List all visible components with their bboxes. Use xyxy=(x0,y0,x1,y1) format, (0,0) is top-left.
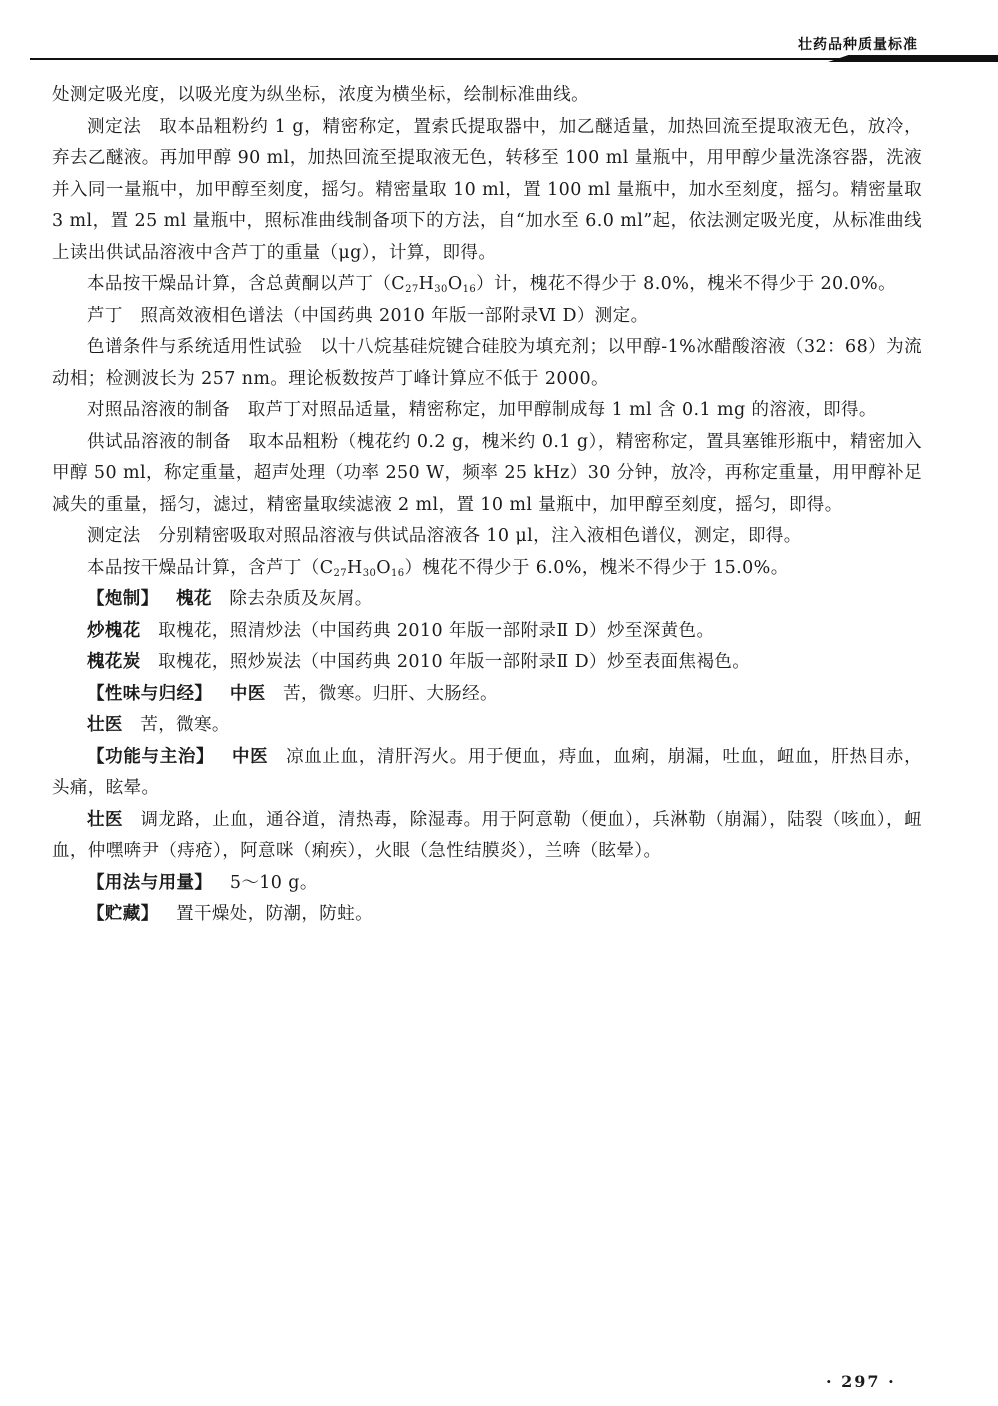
subsection-label: 壮医 xyxy=(87,809,123,830)
subsection-label: 槐花 xyxy=(176,589,212,609)
paragraph-text: 取槐花，照清炒法（中国药典 2010 年版一部附录Ⅱ D）炒至深黄色。 xyxy=(158,620,715,641)
subsection-label: 槐花炭 xyxy=(87,652,141,672)
section-label: 测定法 xyxy=(87,116,142,137)
section-heading: 【性味与归经】 xyxy=(87,683,213,704)
section-label: 供试品溶液的制备 xyxy=(87,431,232,452)
paragraph-nature-meridian xyxy=(52,679,922,711)
paragraph-zhuang-functions xyxy=(52,805,922,868)
paragraph-charred xyxy=(52,647,922,679)
paragraph-total-flavonoid-limit xyxy=(52,269,922,301)
formula-subscript: 16 xyxy=(390,567,405,579)
subsection-label: 中医 xyxy=(231,746,269,767)
paragraph-text: 5～10 g。 xyxy=(229,872,318,893)
paragraph-test-solution xyxy=(52,427,922,522)
paragraph-text: 取本品粗粉（槐花约 0.2 g，槐米约 0.1 g），精密称定，置具塞锥形瓶中，精密加入甲醇 50 ml，称定重量，超声处理（功率 250 W，频率 25 kHz）30 分钟，放冷，再称定重量，用甲醇补足减失的重量，摇匀，滤过，精密量取续滤液 2 ml，置 10 ml 量瓶中，加甲醇至刻度，摇匀，即得。 xyxy=(52,431,922,515)
section-heading: 【用法与用量】 xyxy=(87,872,213,893)
formula-text: 本品按干燥品计算，含总黄酮以芦丁（C xyxy=(87,274,406,294)
paragraph-total-flavonoid-assay xyxy=(52,112,922,270)
page-number: · 297 · xyxy=(826,1372,896,1391)
formula-subscript: 27 xyxy=(333,567,348,579)
section-heading: 【贮藏】 xyxy=(87,904,159,924)
paragraph-reference-solution xyxy=(52,395,922,427)
section-label: 色谱条件与系统适用性试验 xyxy=(87,337,303,357)
paragraph-text: 取本品粗粉约 1 g，精密称定，置索氏提取器中，加乙醚适量，加热回流至提取液无色，放冷，弃去乙醚液。再加甲醇 90 ml，加热回流至提取液无色，转移至 100 ml 量瓶中，用甲醇少量洗涤容器，洗液并入同一量瓶中，加甲醇至刻度，摇匀。精密量取 10 ml，置 100 ml 量瓶中，加水至刻度，摇匀。精密量取 3 ml，置 25 ml 量瓶中，照标准曲线制备项下的方法，自“加水至 6.0 ml”起，依法测定吸光度，从标准曲线上读出供试品溶液中含芦丁的重量（μg），计算，即得。 xyxy=(52,116,922,263)
section-label: 对照品溶液的制备 xyxy=(87,400,231,420)
formula-subscript: 27 xyxy=(405,284,419,295)
paragraph-functions xyxy=(52,742,922,805)
subsection-label: 炒槐花 xyxy=(87,620,141,641)
formula-text: O xyxy=(447,274,463,294)
subsection-label: 壮医 xyxy=(87,715,123,735)
paragraph-hplc-assay xyxy=(52,521,922,553)
formula-text: O xyxy=(376,557,391,578)
formula-text: 本品按干燥品计算，含芦丁（C xyxy=(87,557,334,578)
paragraph-text: 除去杂质及灰屑。 xyxy=(229,589,373,609)
paragraph-rutin-limit xyxy=(52,553,922,585)
paragraph-text: 凉血止血，清肝泻火。用于便血，痔血，血痢，崩漏，吐血，衄血，肝热目赤，头痛，眩晕。 xyxy=(52,746,922,798)
formula-text: ）计，槐花不得少于 8.0%，槐米不得少于 20.0%。 xyxy=(476,274,896,294)
paragraph-text: 调龙路，止血，通谷道，清热毒，除湿毒。用于阿意勒（便血），兵淋勒（崩漏），陆裂（咳血），衄血，仲嘿喯尹（痔疮），阿意咪（痢疾），火眼（急性结膜炎），兰喯（眩晕）。 xyxy=(52,809,922,861)
section-heading: 【功能与主治】 xyxy=(87,746,215,767)
formula-text: H xyxy=(418,274,435,294)
paragraph-text: 苦，微寒。 xyxy=(140,715,230,735)
section-label: 芦丁 xyxy=(87,305,123,326)
formula-subscript: 16 xyxy=(462,284,477,295)
header-bar xyxy=(828,55,998,62)
paragraph-chromatography-conditions xyxy=(52,332,922,395)
paragraph-zhuang-nature xyxy=(52,710,922,742)
paragraph-rutin xyxy=(52,301,922,333)
page-number-value: 297 xyxy=(841,1372,881,1391)
paragraph-text: 照高效液相色谱法（中国药典 2010 年版一部附录Ⅵ D）测定。 xyxy=(140,305,649,326)
paragraph-text: 取芦丁对照品适量，精密称定，加甲醇制成每 1 ml 含 0.1 mg 的溶液，即得。 xyxy=(247,400,877,420)
paragraph-dosage xyxy=(52,868,922,900)
paragraph-text: 取槐花，照炒炭法（中国药典 2010 年版一部附录Ⅱ D）炒至表面焦褐色。 xyxy=(158,652,751,672)
paragraph-standard-curve-end: 处测定吸光度，以吸光度为纵坐标，浓度为横坐标，绘制标准曲线。 xyxy=(52,85,589,105)
formula-subscript: 30 xyxy=(434,284,448,295)
paragraph-processing xyxy=(52,584,922,616)
section-heading: 【炮制】 xyxy=(87,589,159,609)
subsection-label: 中医 xyxy=(229,683,266,704)
paragraph-stir-fried xyxy=(52,616,922,648)
paragraph-storage xyxy=(52,899,922,931)
running-header: 壮药品种质量标准 xyxy=(798,37,918,53)
paragraph-text: 置干燥处，防潮，防蛀。 xyxy=(176,904,374,924)
formula-text: H xyxy=(347,557,363,578)
paragraph-text: 以十八烷基硅烷键合硅胶为填充剂；以甲醇-1%冰醋酸溶液（32：68）为流动相；检测波长为 257 nm。理论板数按芦丁峰计算应不低于 2000。 xyxy=(52,337,922,389)
page-body xyxy=(52,80,922,931)
paragraph-text: 分别精密吸取对照品溶液与供试品溶液各 10 μl，注入液相色谱仪，测定，即得。 xyxy=(158,526,802,546)
formula-text: ）槐花不得少于 6.0%，槐米不得少于 15.0%。 xyxy=(404,557,789,578)
paragraph-text: 苦，微寒。归肝、大肠经。 xyxy=(283,683,498,704)
formula-subscript: 30 xyxy=(362,567,377,579)
section-label: 测定法 xyxy=(87,526,141,546)
